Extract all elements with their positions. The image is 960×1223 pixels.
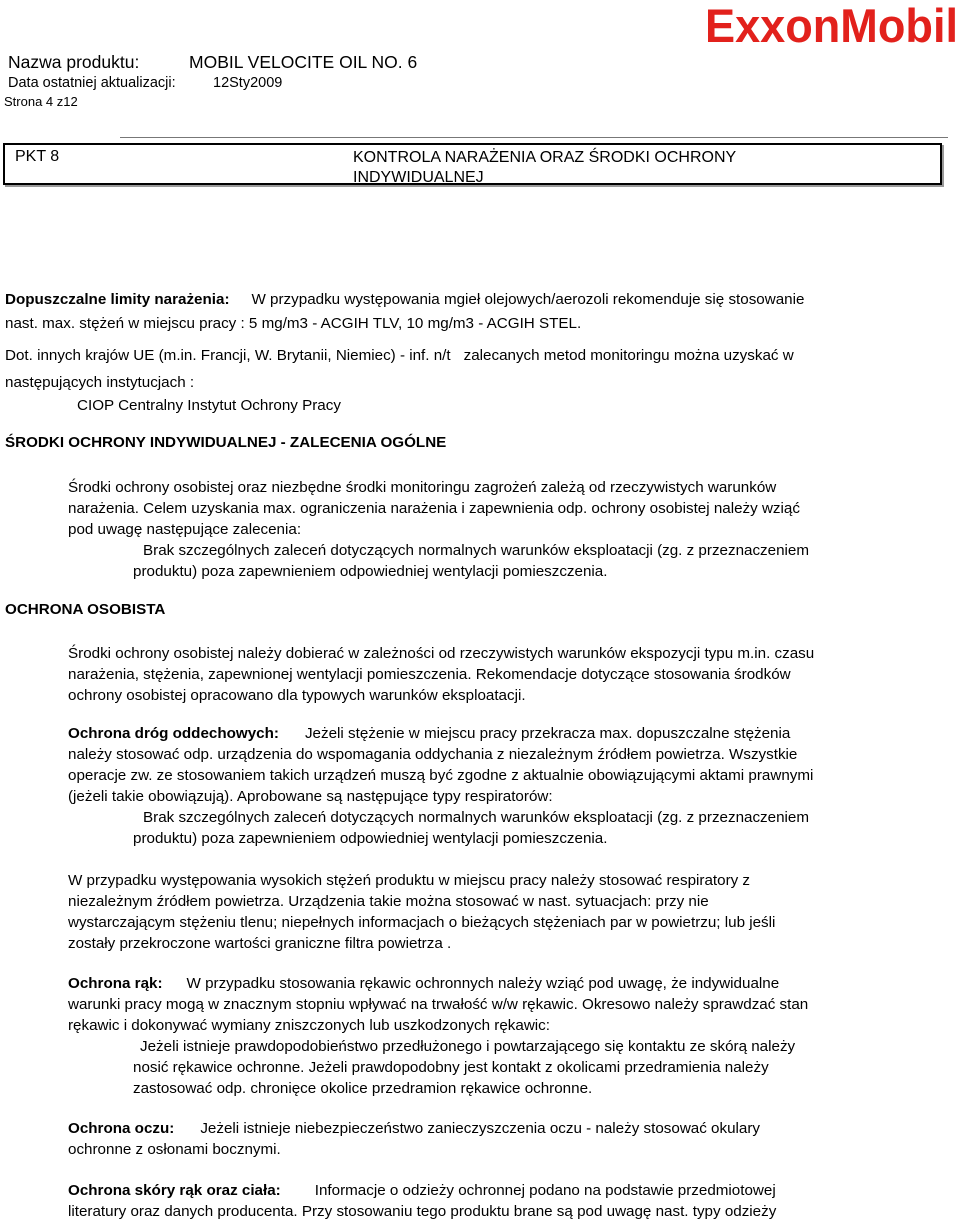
page-number: Strona 4 z12: [4, 94, 78, 109]
general-line-5: produktu) poza zapewnieniem odpowiedniej wentylacji pomieszczenia.: [133, 563, 608, 580]
product-name-label: Nazwa produktu:: [8, 52, 140, 72]
eyes-line-2: ochronne z osłonami bocznymi.: [68, 1141, 281, 1158]
section-header-box: [3, 143, 942, 185]
personal-line-1: Środki ochrony osobistej należy dobierać w zależności od rzeczywistych warunków ekspozycji typu m.in. czasu: [68, 645, 815, 662]
general-line-1: Środki ochrony osobistej oraz niezbędne środki monitoringu zagrożeń zależą od rzeczywistych warunków: [68, 479, 777, 496]
limits-line-2: nast. max. stężeń w miejscu pracy : 5 mg/m3 - ACGIH TLV, 10 mg/m3 - ACGIH STEL.: [5, 315, 582, 332]
respiratory-line-2: należy stosować odp. urządzenia do wspomagania oddychania z niezależnym źródłem powietrza. Wszystkie: [68, 746, 798, 763]
skin-line-1: [68, 1182, 776, 1200]
hands-line-3: rękawic i dokonywać wymiany zniszczonych lub uszkodzonych rękawic:: [68, 1017, 550, 1034]
respiratory-line-1: [68, 725, 790, 743]
respiratory-line-3: operacje zw. ze stosowaniem takich urządzeń muszą być zgodne z aktualnie obowiązującymi aktami prawnymi: [68, 767, 814, 784]
section-title: KONTROLA NARAŻENIA ORAZ ŚRODKI OCHRONY INDYWIDUALNEJ: [353, 149, 736, 186]
eyes-label: Ochrona oczu:: [68, 1120, 175, 1137]
personal-heading: OCHRONA OSOBISTA: [5, 601, 166, 618]
general-line-4: Brak szczególnych zaleceń dotyczących normalnych warunków eksploatacji (zg. z przeznaczeniem: [143, 542, 810, 559]
logo-text: ExxonMobil: [705, 0, 958, 50]
limits-text-3b: zalecanych metod monitoringu można uzyskać w: [463, 347, 794, 364]
revision-date-line: [8, 75, 282, 92]
limits-text-1: W przypadku występowania mgieł olejowych/aerozoli rekomenduje się stosowanie: [251, 291, 805, 308]
respiratory-line-4: (jeżeli takie obowiązują). Aprobowane są następujące typy respiratorów:: [68, 788, 553, 805]
skin-text-1: Informacje o odzieży ochronnej podano na podstawie przedmiotowej: [314, 1182, 776, 1199]
hands-line-6: zastosować odp. chronięce okolice przedramion rękawice ochronne.: [133, 1080, 593, 1097]
limits-text-3a: Dot. innych krajów UE (m.in. Francji, W. Brytanii, Niemiec) - inf. n/t: [5, 347, 451, 364]
hands-text-1: W przypadku stosowania rękawic ochronnych należy wziąć pod uwagę, że indywidualne: [186, 975, 780, 992]
skin-line-2: literatury oraz danych producenta. Przy stosowaniu tego produktu brane są pod uwagę nast. typy odzieży: [68, 1203, 777, 1220]
personal-line-2: narażenia, stężenia, zapewnionej wentylacji pomieszczenia. Rekomendacje dotyczące stosowania środków: [68, 666, 791, 683]
limits-line-1: [5, 291, 804, 309]
header-rule: [120, 137, 948, 138]
hands-line-5: nosić rękawice ochronne. Jeżeli prawdopodobny jest kontakt z okolicami przedramienia należy: [133, 1059, 769, 1076]
eyes-text-1: Jeżeli istnieje niebezpieczeństwo zanieczyszczenia oczu - należy stosować okulary: [200, 1120, 761, 1137]
general-line-3: pod uwagę następujące zalecenia:: [68, 521, 302, 538]
revision-date-value: 12Sty2009: [213, 75, 283, 91]
product-name-line: [8, 52, 417, 72]
personal-line-3: ochrony osobistej opracowano dla typowych warunków eksploatacji.: [68, 687, 526, 704]
respiratory-line-8: niezależnym źródłem powietrza. Urządzenia takie można stosować w nast. sytuacjach: przy nie: [68, 893, 709, 910]
limits-institution: CIOP Centralny Instytut Ochrony Pracy: [77, 397, 341, 414]
revision-date-label: Data ostatniej aktualizacji:: [8, 75, 176, 91]
general-line-2: narażenia. Celem uzyskania max. ograniczenia narażenia i zapewnienia odp. ochrony osobistej należy wziąć: [68, 500, 800, 517]
hands-line-2: warunki pracy mogą w znacznym stopniu wpływać na trwałość w/w rękawic. Okresowo należy sprawdzać stan: [68, 996, 809, 1013]
limits-line-3: [5, 347, 794, 365]
hands-label: Ochrona rąk:: [68, 975, 163, 992]
hands-line-1: [68, 975, 779, 993]
product-name-value: MOBIL VELOCITE OIL NO. 6: [189, 52, 418, 72]
respiratory-line-10: zostały przekroczone wartości graniczne filtra powietrza .: [68, 935, 452, 952]
respiratory-label: Ochrona dróg oddechowych:: [68, 725, 279, 742]
skin-label: Ochrona skóry rąk oraz ciała:: [68, 1182, 281, 1199]
respiratory-text-1: Jeżeli stężenie w miejscu pracy przekracza max. dopuszczalne stężenia: [304, 725, 791, 742]
respiratory-line-7: W przypadku występowania wysokich stężeń produktu w miejscu pracy należy stosować respiratory z: [68, 872, 751, 889]
general-heading: ŚRODKI OCHRONY INDYWIDUALNEJ - ZALECENIA OGÓLNE: [5, 434, 447, 451]
limits-label: Dopuszczalne limity narażenia:: [5, 291, 230, 308]
section-number: PKT 8: [15, 148, 60, 165]
limits-line-4: następujących instytucjach :: [5, 374, 195, 391]
exxonmobil-logo: [703, 0, 960, 50]
hands-line-4: Jeżeli istnieje prawdopodobieństwo przedłużonego i powtarzającego się kontaktu ze skórą należy: [140, 1038, 796, 1055]
respiratory-line-6: produktu) poza zapewnieniem odpowiedniej wentylacji pomieszczenia.: [133, 830, 608, 847]
respiratory-line-9: wystarczającym stężeniu tlenu; niepełnych informacjach o bieżących stężeniach par w powietrzu; lub jeśli: [68, 914, 776, 931]
respiratory-line-5: Brak szczególnych zaleceń dotyczących normalnych warunków eksploatacji (zg. z przeznaczeniem: [143, 809, 810, 826]
eyes-line-1: [68, 1120, 760, 1138]
